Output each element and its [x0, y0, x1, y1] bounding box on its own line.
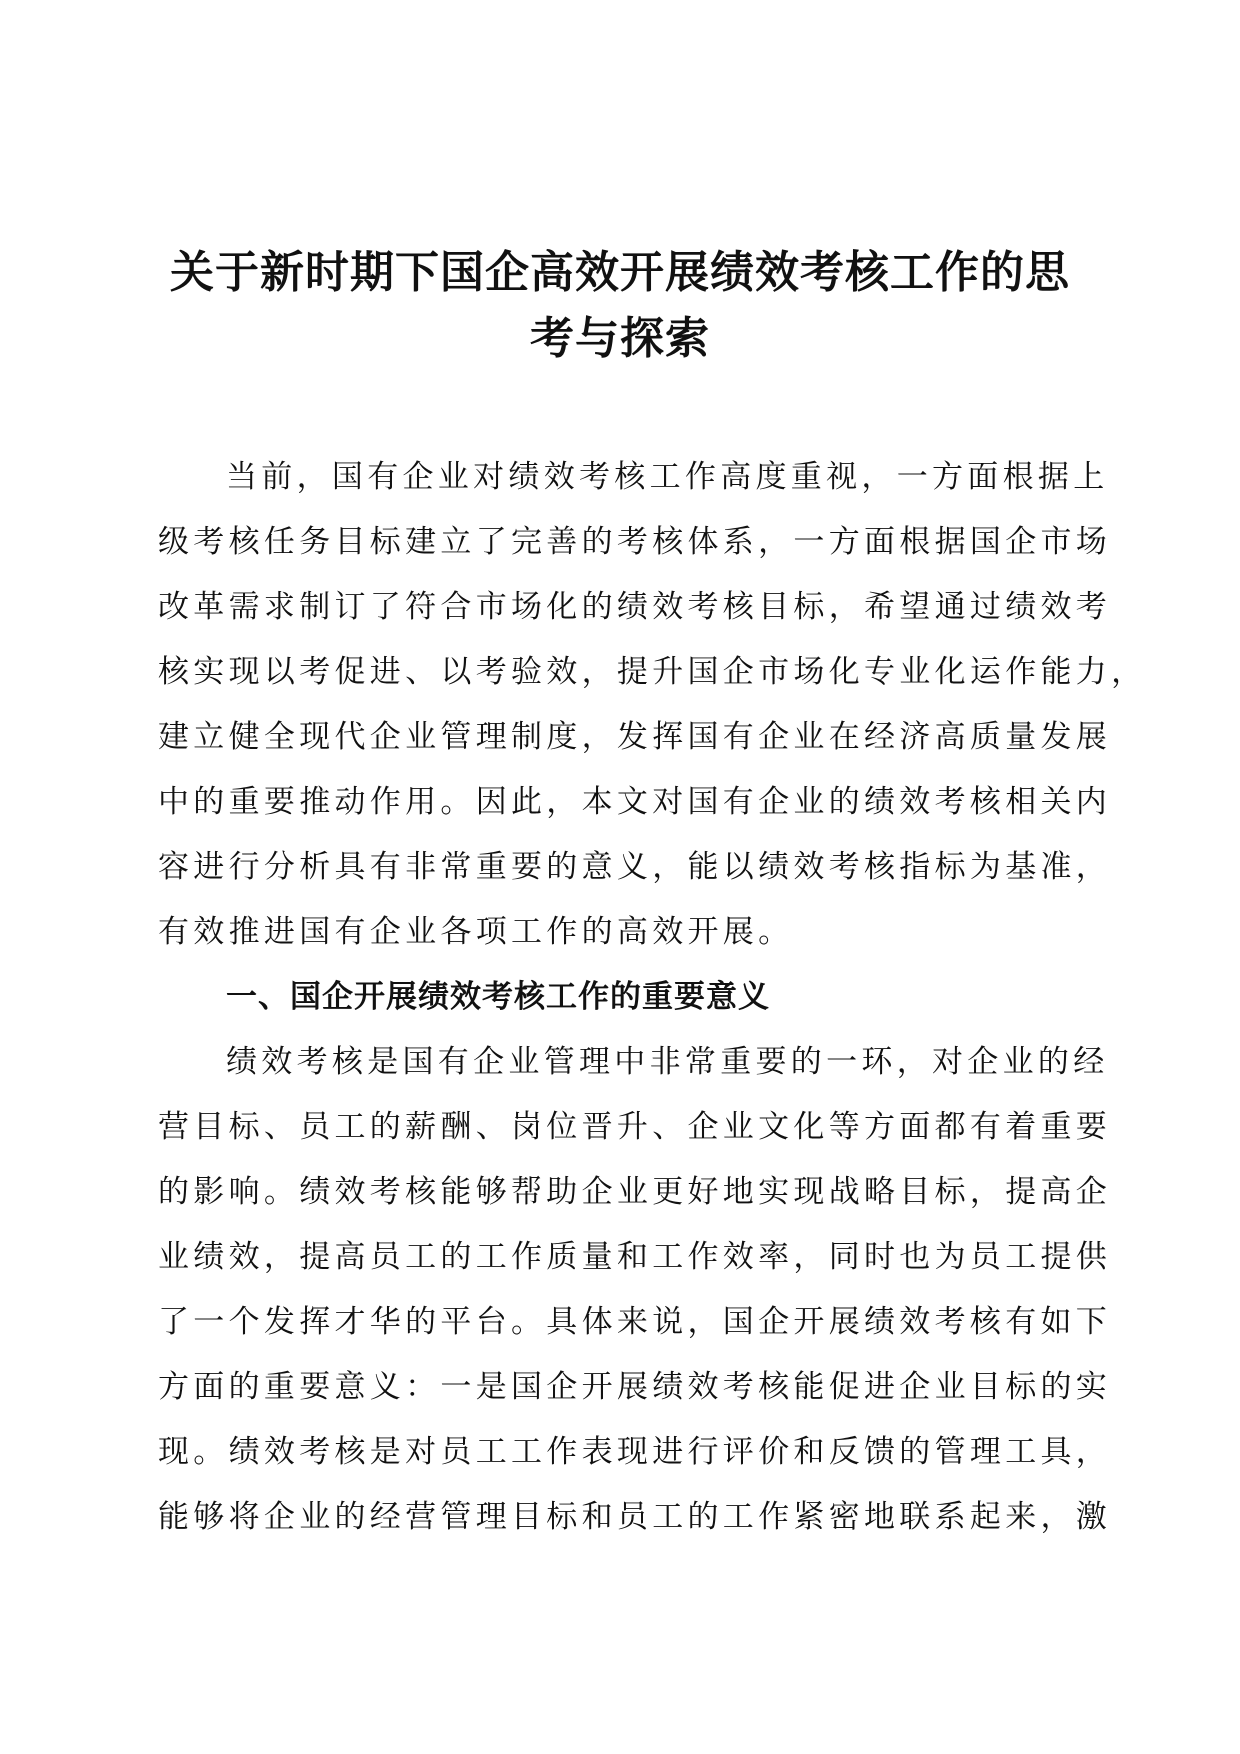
title-line: 考与探索	[530, 313, 710, 364]
paragraph-line: 绩效考核是国有企业管理中非常重要的一环，对企业的经	[226, 1044, 1109, 1080]
paragraph-line: 现。绩效考核是对员工工作表现进行评价和反馈的管理工具，	[158, 1434, 1112, 1470]
paragraph-line: 当前，国有企业对绩效考核工作高度重视，一方面根据上	[226, 459, 1109, 495]
paragraph-line: 营目标、员工的薪酬、岗位晋升、企业文化等方面都有着重要	[158, 1109, 1112, 1145]
paragraph-line: 核实现以考促进、以考验效，提升国企市场化专业化运作能力，	[158, 654, 1147, 690]
paragraph-line: 中的重要推动作用。因此，本文对国有企业的绩效考核相关内	[158, 784, 1112, 820]
document-title	[150, 240, 1090, 372]
paragraph-line: 的影响。绩效考核能够帮助企业更好地实现战略目标，提高企	[158, 1174, 1112, 1210]
paragraph-line: 业绩效，提高员工的工作质量和工作效率，同时也为员工提供	[158, 1239, 1112, 1275]
section-heading: 一、国企开展绩效考核工作的重要意义	[226, 979, 770, 1015]
paragraph-line: 有效推进国有企业各项工作的高效开展。	[158, 914, 794, 950]
title-line: 关于新时期下国企高效开展绩效考核工作的思	[170, 247, 1070, 298]
section-paragraph	[158, 1030, 1112, 1550]
paragraph-line: 改革需求制订了符合市场化的绩效考核目标，希望通过绩效考	[158, 589, 1112, 625]
intro-paragraph	[158, 445, 1147, 965]
paragraph-line: 方面的重要意义：一是国企开展绩效考核能促进企业目标的实	[158, 1369, 1112, 1405]
paragraph-line: 级考核任务目标建立了完善的考核体系，一方面根据国企市场	[158, 524, 1112, 560]
paragraph-line: 能够将企业的经营管理目标和员工的工作紧密地联系起来，激	[158, 1499, 1112, 1535]
paragraph-line: 了一个发挥才华的平台。具体来说，国企开展绩效考核有如下	[158, 1304, 1112, 1340]
paragraph-line: 建立健全现代企业管理制度，发挥国有企业在经济高质量发展	[158, 719, 1112, 755]
paragraph-line: 容进行分析具有非常重要的意义，能以绩效考核指标为基准，	[158, 849, 1112, 885]
